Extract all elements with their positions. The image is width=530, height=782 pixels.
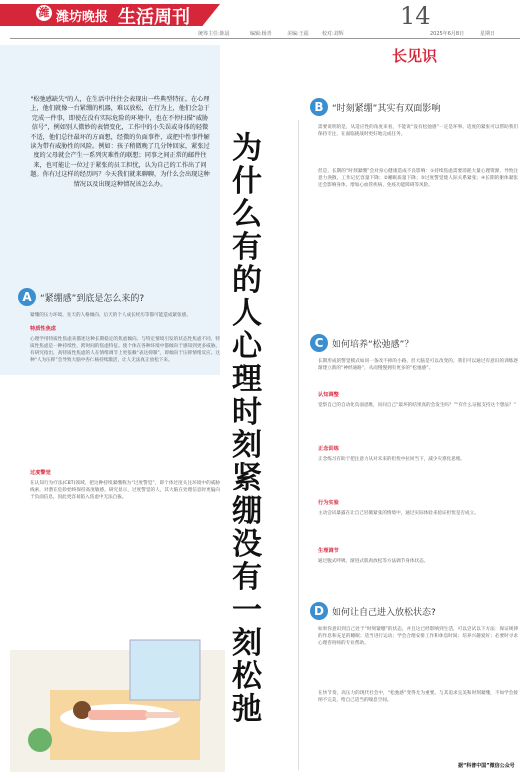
section-c-p1: 长期形成的警觉模式如同一条改不掉的小路，但大脑是可以改变的。我们可以通过有意识的训练逐渐建立新的“神经通路”，从而慢慢拥有更多的“松弛感”。	[318, 359, 518, 371]
relaxing-woman-illustration	[10, 620, 225, 772]
section-c-sub2: 正念训练	[318, 446, 339, 452]
design-credit: 美编:王福	[287, 31, 309, 37]
page-number: 14	[400, 2, 431, 30]
section-b-heading	[310, 98, 440, 116]
section-d-p1: 如果你意识到自己处于“时刻紧绷”的状态，并且这已经影响到生活，可以尝试以下方法：保证规律的作息和充足的睡眠；适当进行运动；学会合理安排工作和休息时间；培养兴趣爱好；必要时寻求心理咨询师的专业帮助。	[318, 627, 518, 646]
section-d-letter: D	[310, 602, 328, 620]
section-c-mind: 正念练习有助于把注意力从对未来的担忧中拉回当下，减少灾难化思维。	[318, 457, 466, 462]
section-c-phys: 通过腹式呼吸、渐进式肌肉放松等方法调节身体状态。	[318, 559, 429, 564]
section-d-p2: 在快节奏、高压力的现代社会中，“松弛感”变得尤为重要。与其追求完美和时刻紧绷，不如学会接纳不完美，给自己适当的喘息空间。	[318, 691, 518, 703]
section-a-sub1: 特质性焦虑	[30, 326, 56, 332]
section-a-letter: A	[18, 288, 36, 306]
issue-weekday: 星期日	[480, 31, 496, 37]
section-a-lead: 紧绷的压力环境、先天的人格倾向、后天的个人成长经历等都可能造成紧张感。	[30, 313, 191, 318]
section-b-title: “时刻紧绷”其实有双面影响	[332, 103, 441, 114]
section-a-p1: 心理学用特质性焦虑来描述这种长期稳定的焦虑倾向。与特定情境引发的状态性焦虑不同，特质性焦虑是一种持续性、跨时间的焦虑特征。使个体在各种环境中都倾向于感知到更多威胁。有研究指出，高特质性焦虑的人在情绪调节上更依赖“表达抑制”，即倾向于压抑情绪反应。这种“人为压抑”会导致大脑中杏仁核持续激活，让人无法真正放松下来。	[30, 337, 220, 363]
column-divider	[298, 120, 299, 770]
section-b-p2: 但是，长期的“时刻紧绷”会对身心健康造成不良影响：①持续焦虑需要消耗大量心理资源，导致注意力涣散、工作记忆容量下降；②睡眠质量下降；③过度警觉使人际关系紧张；④长期的躯体紧张还会影响身体，增加心血管疾病、免疫功能障碍等风险。	[318, 169, 518, 188]
editor-credit: 统筹主任:陈晨	[198, 31, 230, 37]
section-c-letter: C	[310, 334, 328, 352]
editor2-credit: 编辑:杨青	[250, 31, 272, 37]
newspaper-logo-icon: 潍	[36, 5, 52, 21]
proof-credit: 校对:刘辉	[322, 31, 344, 37]
section-b-p1: 需要说明的是，从适应性的角度来看，不能说“没有松弛感”一定是坏事。适度的紧张可以帮助我们保持专注，在面临挑战时更好地完成任务。	[318, 125, 518, 137]
header-divider	[10, 38, 520, 39]
section-c-cog: 觉察自己的自动化负面思维，问问自己“最坏的结果真的会发生吗？”“有什么证据支持这个想法？”	[318, 403, 516, 408]
intro-quote: "松弛感缺失"的人，在生活中往往会表现出一些典型特征。在心理上，他们就像一台紧绷的机器，难以放松，在行为上，他们会急于完成一件事，即使在没有实际危险的环境中，也在不停扫描“威胁信号”，例如别人微妙的表情变化，工作中的小失误或身体的轻微不适，他们总往最坏的方面想，经微的负面事件，或把中性事件解读为带有威胁性的风险。例如：孩子稍微晚了几分钟回家，紧张过度的父母就会产生一系列灾难性的联想；同事之间正常的邮件往来，也可能让一位过于紧张的员工担忧，认为自己的工作出了问题。你有过这样的经历吗？今天我们就来聊聊，为什么会出现这种情况以及出现这种情况该怎么办。	[30, 96, 210, 188]
section-c-heading	[310, 334, 413, 352]
section-b-letter: B	[310, 98, 328, 116]
section-title: 生活周刊	[118, 7, 190, 28]
section-c-sub4: 生理调节	[318, 548, 339, 554]
newspaper-name: 潍坊晚报	[56, 10, 109, 25]
section-a-heading	[18, 288, 144, 306]
section-c-sub1: 认知调整	[318, 392, 339, 398]
issue-date: 2025年6月8日	[430, 31, 465, 37]
section-c-title: 如何培养“松弛感”？	[332, 339, 414, 350]
section-d-heading	[310, 602, 436, 620]
section-a-title: “紧绷感”到底是怎么来的?	[40, 293, 145, 304]
section-a-sub2: 过度警觉	[30, 470, 51, 476]
section-a-p2: 在认知行为疗法(CBT)领域，把这种持续紧绷称为“过度警觉”，即个体过度关注环境中的威胁线索，对潜在危险始终保持高度敏感。研究显示，过度警觉的人，其大脑在处理信息时更偏向于负面信息，因此更容易陷入焦虑中无法自拔。	[30, 481, 220, 500]
section-d-title: 如何让自己进入放松状态?	[332, 607, 436, 618]
main-headline: 为什么有的人心理时刻紧绷 没有一刻松弛	[232, 131, 262, 727]
source-signature: 据“科普中国”微信公众号	[458, 763, 515, 769]
section-c-sub3: 行为实验	[318, 500, 339, 506]
page-header	[0, 0, 530, 30]
column-tag: 长见识	[392, 47, 438, 65]
section-c-beh: 主动尝试暴露在让自己轻微紧张的情境中，通过实际体验来验证担忧是否成立。	[318, 511, 479, 516]
